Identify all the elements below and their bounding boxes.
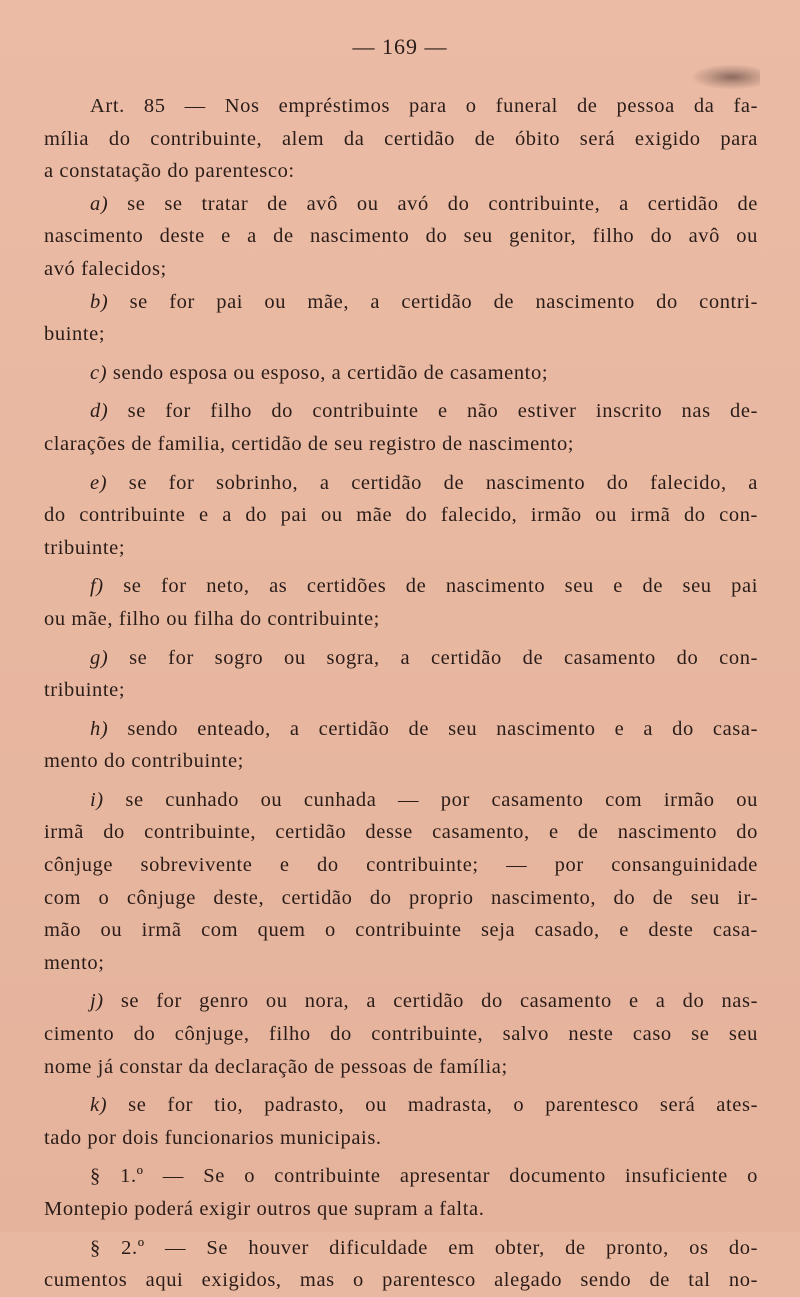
text-line: com o cônjuge deste, certidão do proprio nascimento, do de seu ir- <box>44 886 758 909</box>
text-line: buinte; <box>44 323 106 346</box>
text-line: g) se for sogro ou sogra, a certidão de casamento do con- <box>90 646 758 669</box>
text-line: mão ou irmã com quem o contribuinte seja casado, e deste casa- <box>44 919 758 942</box>
text-line: c) sendo esposa ou esposo, a certidão de casamento; <box>90 361 549 384</box>
ink-stamp-mark <box>690 64 760 90</box>
text-line: a constatação do parentesco: <box>44 160 295 183</box>
text-line: § 2.º — Se houver dificuldade em obter, de pronto, os do- <box>90 1236 758 1259</box>
text-line: cônjuge sobrevivente e do contribuinte; — por consanguinidade <box>44 854 758 877</box>
text-line: clarações de familia, certidão de seu registro de nascimento; <box>44 432 575 455</box>
text-line: avó falecidos; <box>44 257 167 280</box>
item-label: k) <box>90 1094 108 1117</box>
text-line: d) se for filho do contribuinte e não estiver inscrito nas de- <box>90 400 758 423</box>
text-line: j) se for genro ou nora, a certidão do casamento e a do nas- <box>90 990 758 1013</box>
text-line: Art. 85 — Nos empréstimos para o funeral de pessoa da fa- <box>90 95 758 117</box>
text-line: irmã do contribuinte, certidão desse casamento, e de nascimento do <box>44 821 758 844</box>
text-line: mento; <box>44 951 105 974</box>
text-line: e) se for sobrinho, a certidão de nascimento do falecido, a <box>90 471 758 494</box>
text-line: f) se for neto, as certidões de nascimento seu e de seu pai <box>90 575 758 598</box>
text-line: k) se for tio, padrasto, ou madrasta, o parentesco será ates- <box>90 1094 758 1117</box>
item-label: d) <box>90 400 109 423</box>
text-line: nascimento deste e a de nascimento do seu genitor, filho do avô ou <box>44 225 758 248</box>
item-label: g) <box>90 646 109 669</box>
body-text <box>44 90 758 1297</box>
text-line: do contribuinte e a do pai ou mãe do falecido, irmão ou irmã do con- <box>44 504 758 527</box>
text-line: cimento do cônjuge, filho do contribuinte, salvo neste caso se seu <box>44 1023 758 1046</box>
text-line: nome já constar da declaração de pessoas de família; <box>44 1055 508 1078</box>
text-line: tribuinte; <box>44 536 126 559</box>
text-line: tado por dois funcionarios municipais. <box>44 1126 382 1149</box>
text-line: i) se cunhado ou cunhada — por casamento com irmão ou <box>90 788 758 811</box>
item-label: c) <box>90 361 108 384</box>
text-line: cumentos aqui exigidos, mas o parentesco alegado sendo de tal no- <box>44 1269 758 1292</box>
text-line: ou mãe, filho ou filha do contribuinte; <box>44 607 380 630</box>
text-line: mília do contribuinte, alem da certidão de óbito será exigido para <box>44 127 758 150</box>
item-label: h) <box>90 717 109 740</box>
item-label: b) <box>90 290 109 313</box>
item-label: j) <box>90 990 104 1013</box>
item-label: i) <box>90 788 104 811</box>
item-label: a) <box>90 192 109 215</box>
text-line: a) se se tratar de avô ou avó do contribuinte, a certidão de <box>90 192 758 215</box>
text-line: mento do contribuinte; <box>44 750 244 773</box>
page-number: — 169 — <box>352 34 448 59</box>
text-line: § 1.º — Se o contribuinte apresentar documento insuficiente o <box>90 1165 758 1188</box>
item-label: e) <box>90 471 108 494</box>
text-line: tribuinte; <box>44 679 126 702</box>
item-label: f) <box>90 575 104 598</box>
text-line: b) se for pai ou mãe, a certidão de nascimento do contri- <box>90 290 758 313</box>
text-line: Montepio poderá exigir outros que supram a falta. <box>44 1198 485 1220</box>
text-line: h) sendo enteado, a certidão de seu nascimento e a do casa- <box>90 717 758 740</box>
